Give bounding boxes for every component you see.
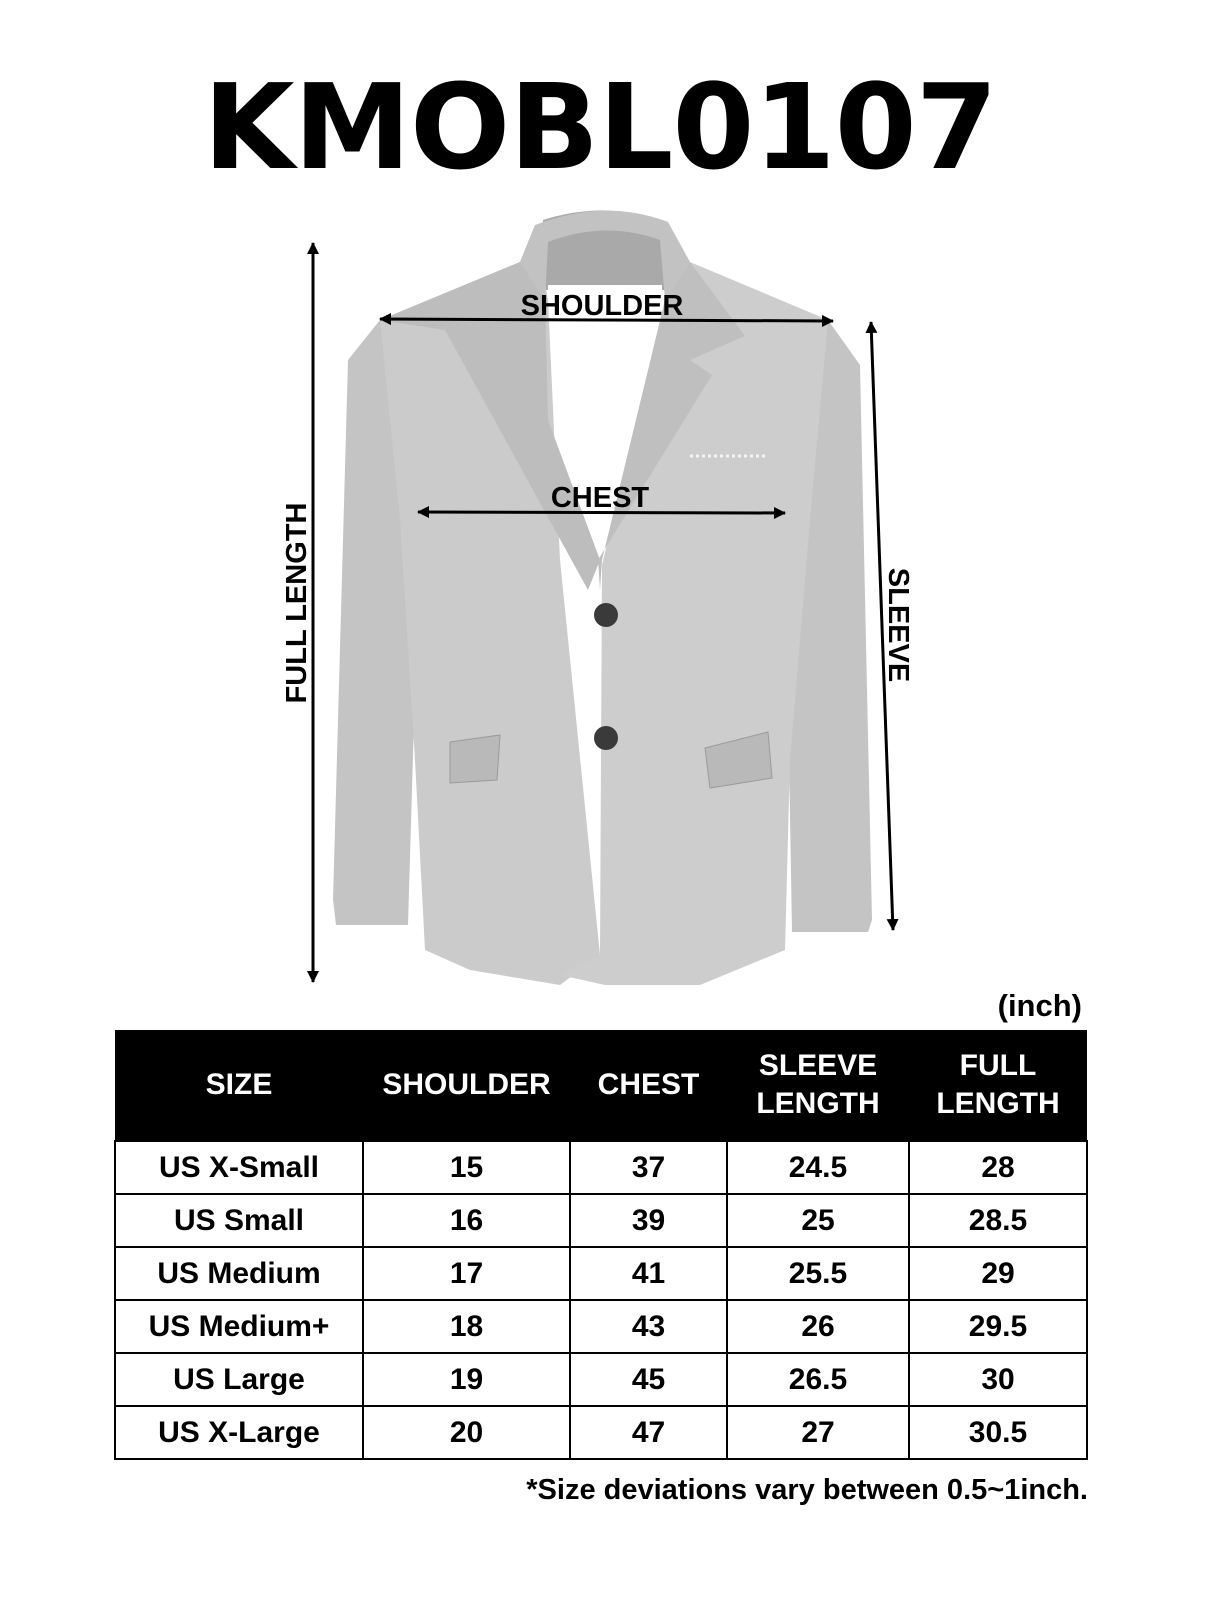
- chest-cell: 37: [570, 1141, 727, 1194]
- header-shoulder: SHOULDER: [363, 1030, 570, 1141]
- left-pocket-flap: [450, 735, 500, 783]
- shoulder-cell: 18: [363, 1300, 570, 1353]
- chest-cell: 39: [570, 1194, 727, 1247]
- table-header-row: [115, 1030, 1087, 1141]
- header-sleeve-length: SLEEVE LENGTH: [727, 1030, 909, 1141]
- size-cell: US Medium: [115, 1247, 363, 1300]
- chest-cell: 41: [570, 1247, 727, 1300]
- chest-label: CHEST: [550, 482, 650, 514]
- table-row: [115, 1247, 1087, 1300]
- full-length-cell: 28.5: [909, 1194, 1087, 1247]
- shoulder-label: SHOULDER: [520, 290, 684, 322]
- table-row: [115, 1406, 1087, 1459]
- header-chest: CHEST: [570, 1030, 727, 1141]
- size-cell: US X-Small: [115, 1141, 363, 1194]
- upper-button: [594, 603, 618, 627]
- lower-button: [594, 726, 618, 750]
- full-length-label: FULL LENGTH: [281, 502, 313, 704]
- sleeve-cell: 25: [727, 1194, 909, 1247]
- chest-cell: 45: [570, 1353, 727, 1406]
- full-length-cell: 29: [909, 1247, 1087, 1300]
- size-deviation-note: *Size deviations vary between 0.5~1inch.: [526, 1474, 1088, 1506]
- jacket-illustration: [333, 210, 872, 985]
- shoulder-cell: 17: [363, 1247, 570, 1300]
- full-length-cell: 28: [909, 1141, 1087, 1194]
- size-chart-table: [114, 1030, 1088, 1460]
- sleeve-cell: 27: [727, 1406, 909, 1459]
- size-cell: US Large: [115, 1353, 363, 1406]
- size-cell: US X-Large: [115, 1406, 363, 1459]
- page-title: KMOBL0107: [203, 58, 997, 196]
- shoulder-cell: 15: [363, 1141, 570, 1194]
- sleeve-cell: 26.5: [727, 1353, 909, 1406]
- chest-cell: 47: [570, 1406, 727, 1459]
- sleeve-cell: 26: [727, 1300, 909, 1353]
- table-row: [115, 1194, 1087, 1247]
- table-row: [115, 1353, 1087, 1406]
- sleeve-cell: 25.5: [727, 1247, 909, 1300]
- sleeve-label: SLEEVE: [882, 567, 914, 683]
- table-row: [115, 1141, 1087, 1194]
- shoulder-cell: 19: [363, 1353, 570, 1406]
- sleeve-cell: 24.5: [727, 1141, 909, 1194]
- header-full-length: FULL LENGTH: [909, 1030, 1087, 1141]
- size-cell: US Small: [115, 1194, 363, 1247]
- full-length-cell: 30: [909, 1353, 1087, 1406]
- shoulder-cell: 16: [363, 1194, 570, 1247]
- header-size: SIZE: [115, 1030, 363, 1141]
- full-length-cell: 30.5: [909, 1406, 1087, 1459]
- chest-cell: 43: [570, 1300, 727, 1353]
- table-row: [115, 1300, 1087, 1353]
- unit-label: (inch): [997, 988, 1082, 1023]
- full-length-cell: 29.5: [909, 1300, 1087, 1353]
- shoulder-cell: 20: [363, 1406, 570, 1459]
- size-cell: US Medium+: [115, 1300, 363, 1353]
